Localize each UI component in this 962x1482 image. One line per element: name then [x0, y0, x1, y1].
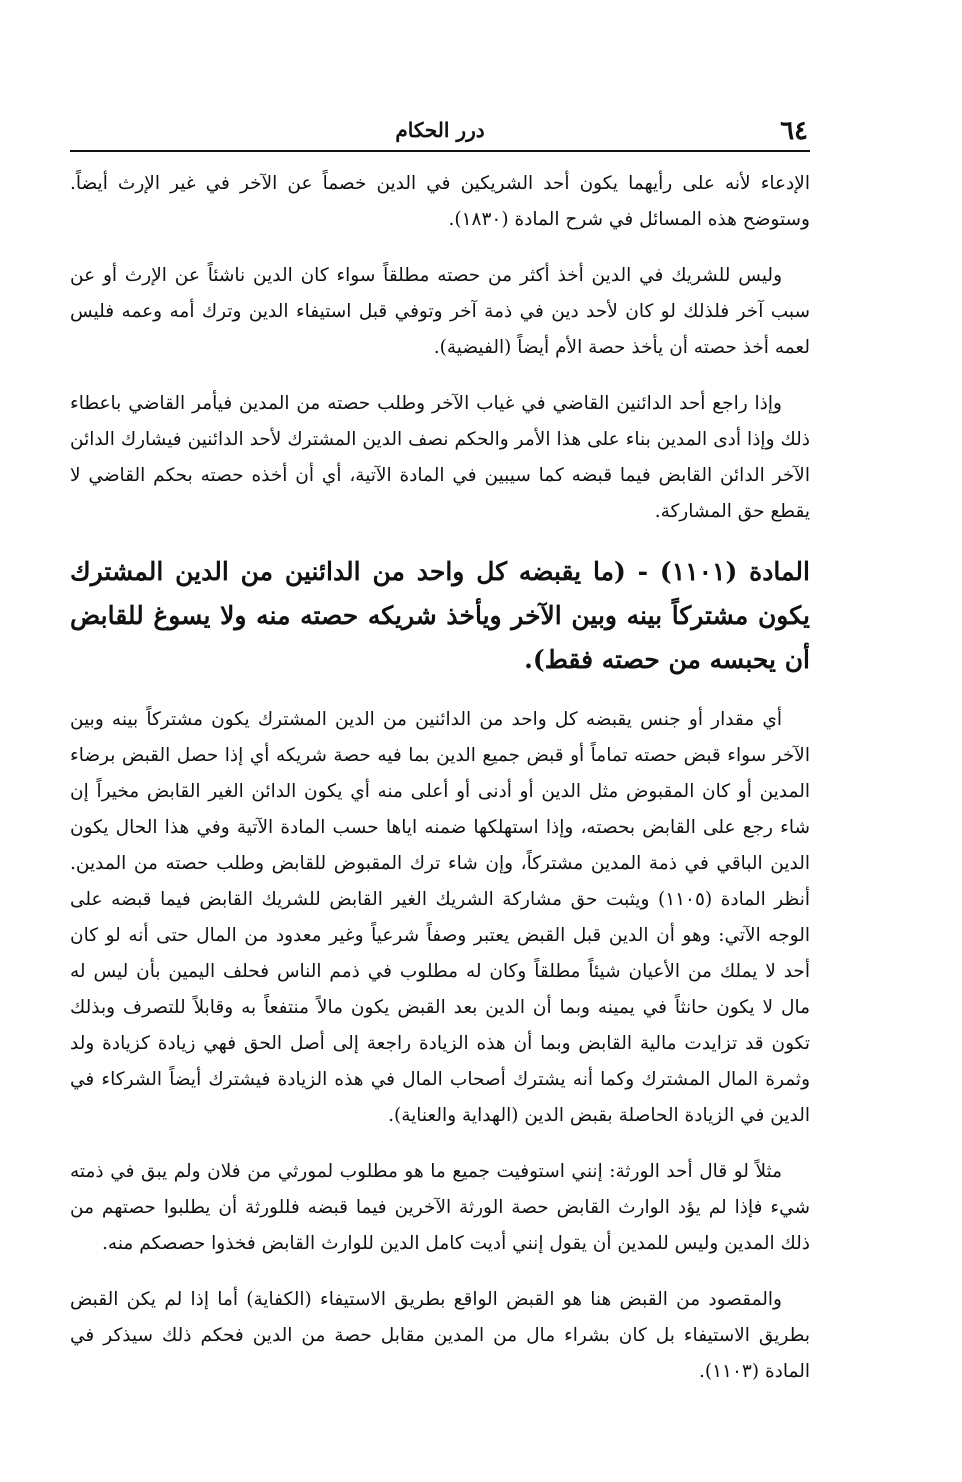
- paragraph-example: مثلاً لو قال أحد الورثة: إنني استوفيت جميع ما هو مطلوب لمورثي من فلان ولم يبق في ذمته شيء فإذا لم يؤد الوارث القابض حصة الورثة الآخرين فيما قبضه فللورثة أن يطلبوا حصتهم من ذلك المدين وليس للمدين أن يقول إنني أديت كامل الدين للوارث القابض فخذوا حصصكم منه.: [70, 1161, 810, 1254]
- page-number: ٦٤: [780, 116, 808, 146]
- paragraph-continuation: الإدعاء لأنه على رأيهما يكون أحد الشريكين في الدين خصماً عن الآخر في غير الإرث أيضاً. وستوضح هذه المسائل في شرح المادة (١٨٣٠).: [70, 173, 810, 230]
- page-header: [70, 110, 810, 152]
- paragraph-intended-meaning: والمقصود من القبض هنا هو القبض الواقع بطريق الاستيفاء (الكفاية) أما إذا لم يكن القبض بطريق الاستيفاء بل كان بشراء مال من المدين مقابل حصة من الدين فحكم ذلك سيذكر في المادة (١١٠٣).: [70, 1289, 810, 1382]
- paragraph-judge-order: وإذا راجع أحد الدائنين القاضي في غياب الآخر وطلب حصته من المدين فيأمر القاضي باعطاء ذلك وإذا أدى المدين بناء على هذا الأمر والحكم نصف الدين المشترك لأحد الدائنين فيشارك الدائن الآخر الدائن القابض فيما قبضه كما سيبين في المادة الآتية، أي أن أخذه حصته بحكم القاضي لا يقطع حق المشاركة.: [70, 393, 810, 522]
- paragraph-article-commentary: أي مقدار أو جنس يقبضه كل واحد من الدائنين من الدين المشترك يكون مشتركاً بينه وبين الآخر سواء قبض حصته تماماً أو قبض جميع الدين بما فيه حصة شريكه أي إذا حصل القبض برضاء المدين أو كان المقبوض مثل الدين أو أدنى أو أعلى منه أي يكون الدائن الغير القابض مخيراً إن شاء رجع على القابض بحصته، وإذا استهلكها ضمنه اياها حسب المادة الآتية وفي هذا الحال يكون الدين الباقي في ذمة المدين مشتركاً، وإن شاء ترك المقبوض للقابض وطلب حصته من المدين. أنظر المادة (١١٠٥) ويثبت حق مشاركة الشريك الغير القابض للشريك القابض فيما قبضه على الوجه الآتي: وهو أن الدين قبل القبض يعتبر وصفاً شرعياً وغير معدود من المال حتى أنه لو كان أحد لا يملك من الأعيان شيئاً مطلقاً وكان له مطلوب في ذمم الناس فحلف اليمين بأن ليس له مال لا يكون حانثاً في يمينه وبما أن الدين بعد القبض يكون مالاً منتفعاً به وقابلاً للتصرف وبذلك تكون قد تزايدت مالية القابض وبما أن هذه الزيادة راجعة إلى أصل الحق فهي زيادة كزيادة ولد وثمرة المال المشترك وكما أنه يشترك أصحاب المال في هذه الزيادة فيشترك أيضاً الشركاء في الدين في الزيادة الحاصلة بقبض الدين (الهداية والعناية).: [70, 709, 810, 1126]
- paragraph-partner-share: وليس للشريك في الدين أخذ أكثر من حصته مطلقاً سواء كان الدين ناشئاً عن الإرث أو عن سبب آخر فلذلك لو كان لأحد دين في ذمة آخر وتوفي قبل استيفاء الدين وترك أمه وعمه فليس لعمه أخذ حصته أن يأخذ حصة الأم أيضاً (الفيضية).: [70, 265, 810, 358]
- running-title: درر الحكام: [395, 118, 485, 142]
- document-page: [70, 110, 810, 1390]
- article-1101: المادة (١١٠١) - (ما يقبضه كل واحد من الدائنين من الدين المشترك يكون مشتركاً بينه وبين الآخر ويأخذ شريكه حصته منه ولا يسوغ للقابض أن يحبسه من حصته فقط).: [70, 557, 810, 674]
